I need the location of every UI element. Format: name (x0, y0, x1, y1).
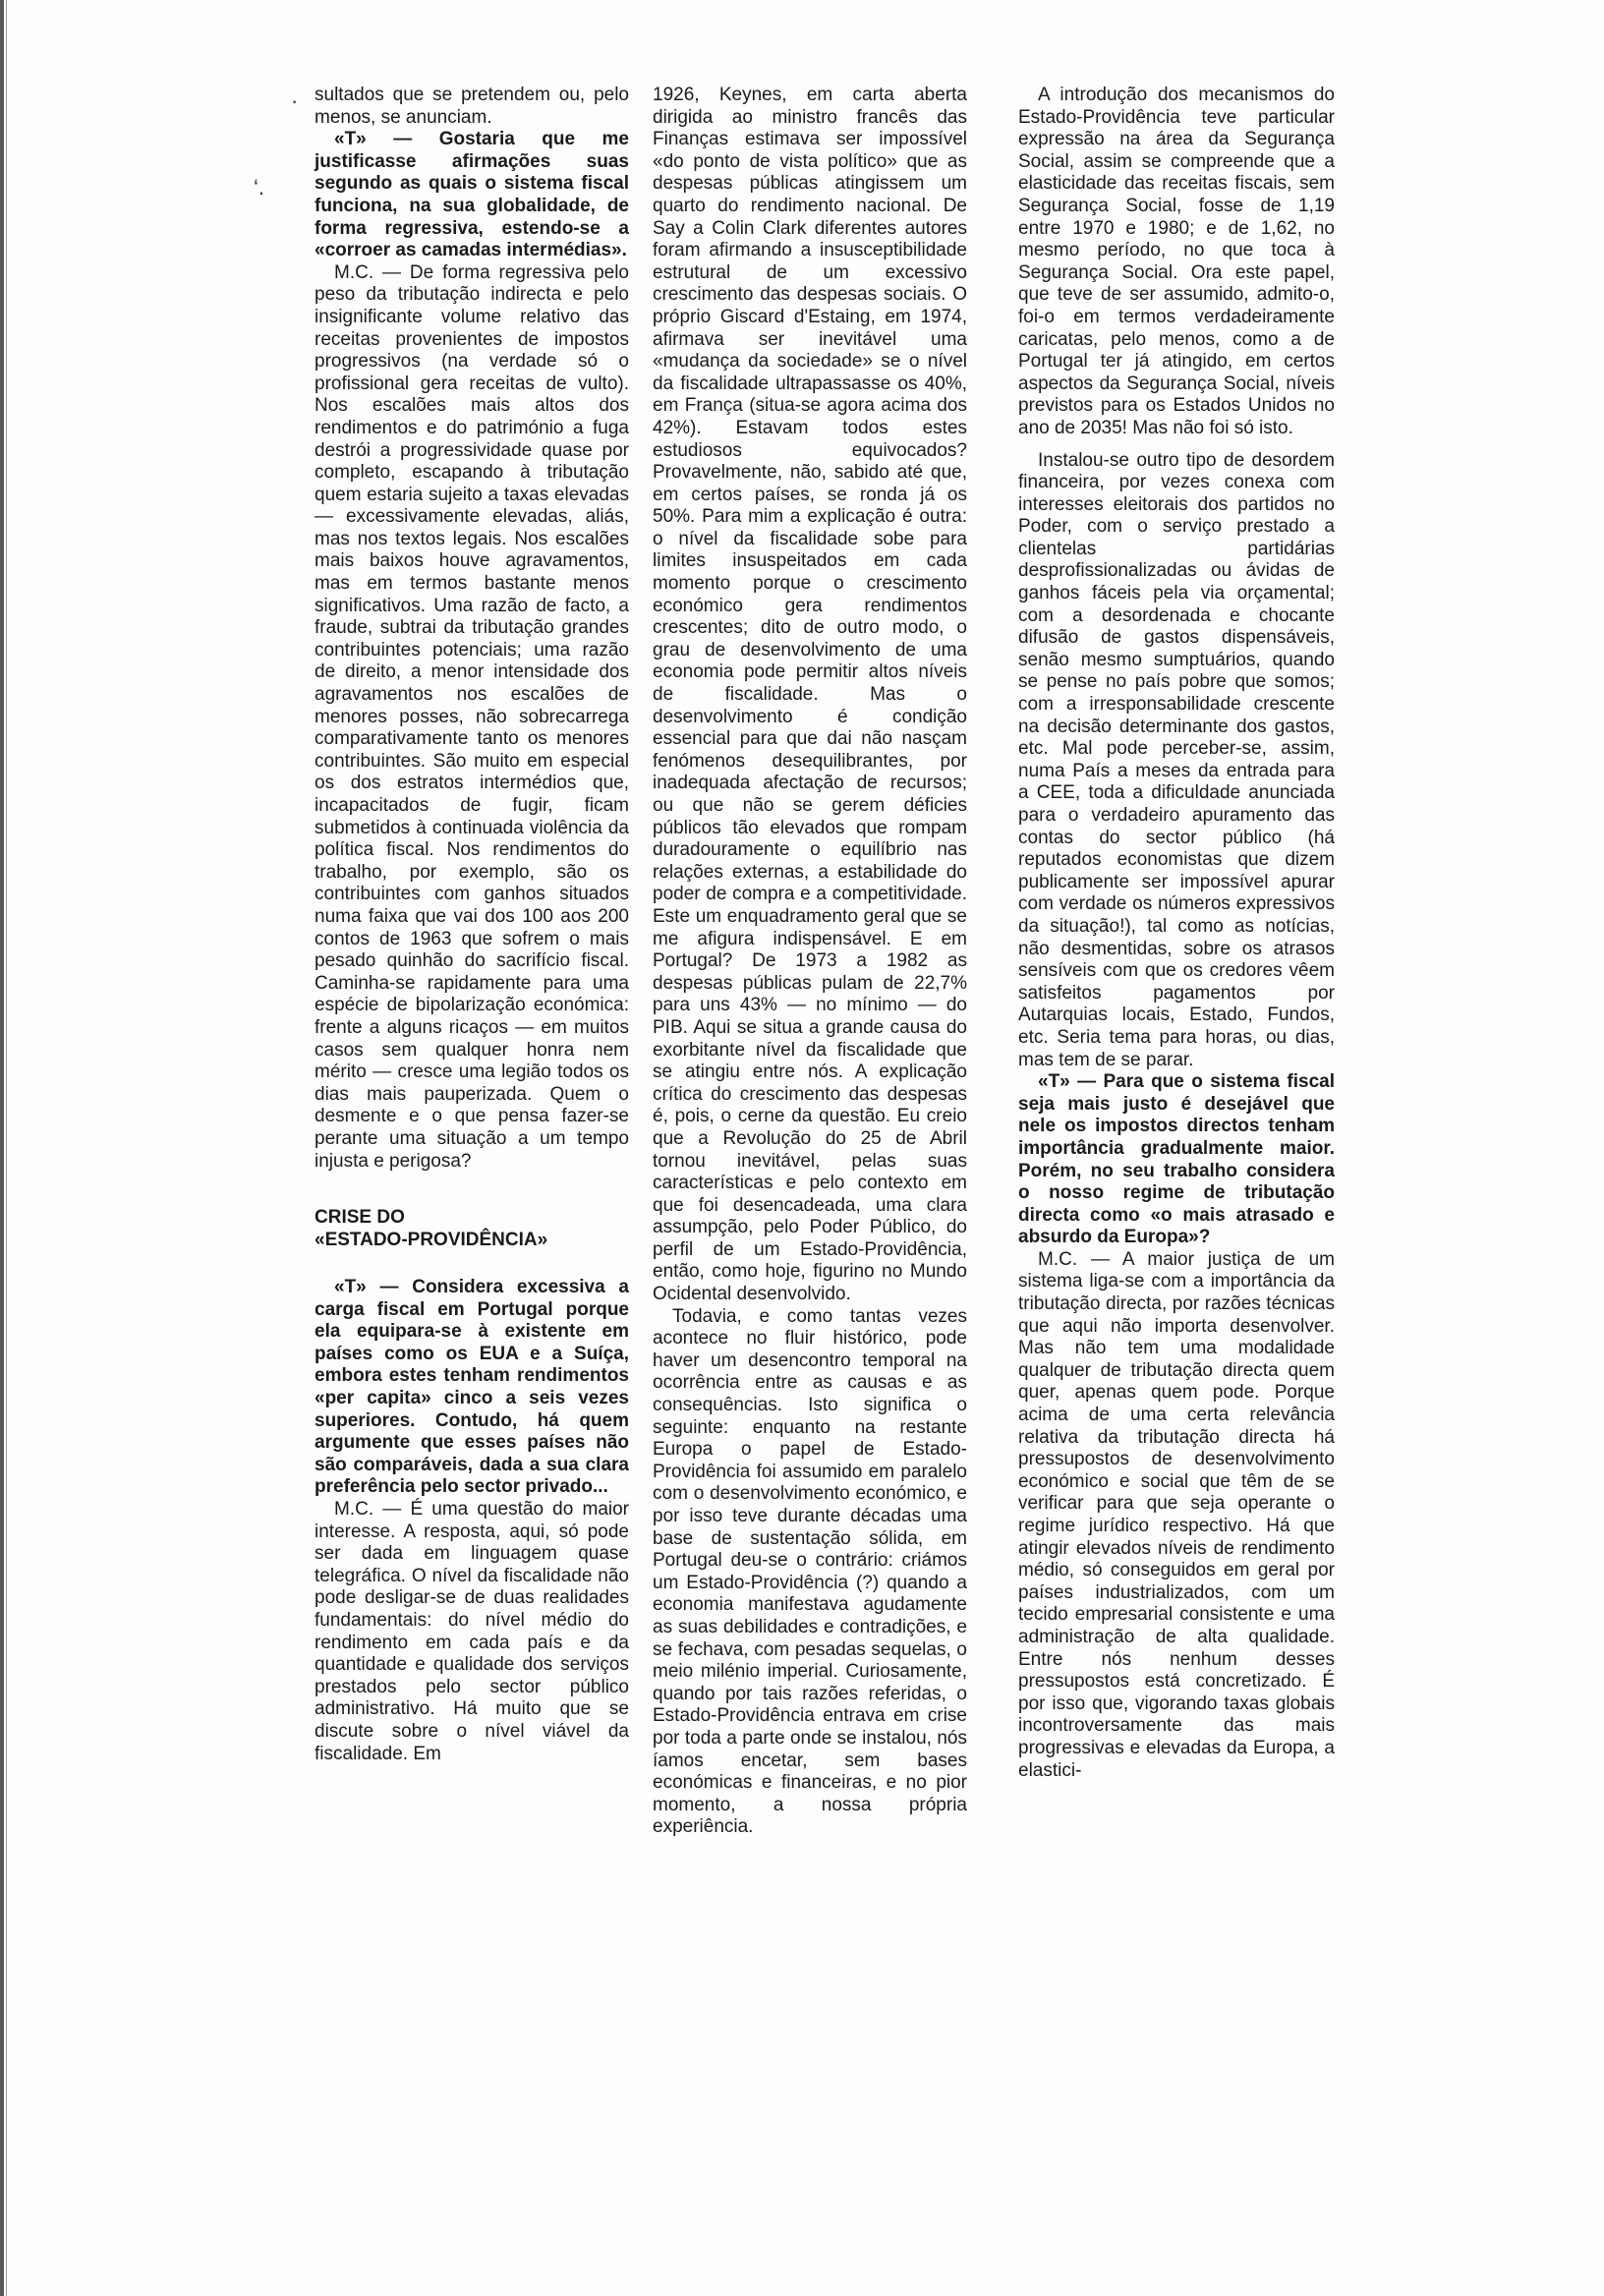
text-column-3 (1018, 85, 1335, 1782)
section-heading-line-1: CRISE DO (315, 1207, 405, 1229)
interview-question: «T» — Considera excessiva a carga fiscal em Portugal porque ela equipara-se à existente em países como os EUA e a Suíça, embora estes tenham rendimentos «per capita» cinco a seis vezes superiores. Contudo, há quem argumente que esses países não são comparáveis, dada a sua clara preferência pelo sector privado... (315, 1277, 629, 1498)
interview-answer: M.C. — É uma questão do maior interesse. A resposta, aqui, só pode ser dada em linguagem quase telegráfica. O nível da fiscalidade não pode desligar-se de duas realidades fundamentais: do nível médio do rendimento em cada país e da quantidade e qualidade dos serviços prestados pelo sector público administrativo. Há muito que se discute sobre o nível viável da fiscalidade. Em (315, 1499, 629, 1764)
section-heading (315, 1206, 629, 1251)
paragraph-gap (1018, 440, 1335, 450)
interview-answer: M.C. — A maior justiça de um sistema liga-se com a importância da tributação directa, por razões técnicas que aqui não importa desenvolver. Mas não tem uma modalidade qualquer de tributação directa quem quer, apenas quem pode. Porque acima de uma certa relevância relativa da tributação directa há pressupostos de desenvolvimento económico e social que têm de se verificar para que seja operante o regime jurídico respectivo. Há que atingir elevados níveis de rendimento médio, só conseguidos em geral por países industrializados, com um tecido empresarial consistente e uma administração de alta qualidade. Entre nós nenhum desses pressupostos está concretizado. É por isso que, vigorando taxas globais incontroversamente das mais progressivas e elevadas da Europa, a elastici- (1018, 1248, 1335, 1781)
interview-question: «T» — Gostaria que me justificasse afirmações suas segundo as quais o sistema fiscal funciona, na sua globalidade, de forma regressiva, estendo-se a «corroer as camadas intermédias». (315, 129, 629, 261)
paragraph: Todavia, e como tantas vezes acontece no fluir histórico, pode haver um desencontro temporal na ocorrência entre as causas e as consequências. Isto significa o seguinte: enquanto na restante Europa o papel de Estado-Providência foi assumido em paralelo com o desenvolvimento económico, e por isso teve durante décadas uma base de sustentação sólida, em Portugal deu-se o contrário: criámos um Estado-Providência (?) quando a economia manifestava agudamente as suas debilidades e contradições, e se fechava, com pesadas sequelas, o meio milénio imperial. Curiosamente, quando por tais razões referidas, o Estado-Providência entrava em crise por toda a parte onde se instalou, nós íamos encetar, sem bases económicas e financeiras, e no pior momento, a nossa própria experiência. (653, 1305, 967, 1838)
page-edge-rule-thin (6, 0, 7, 2296)
paragraph: Instalou-se outro tipo de desordem financeira, por vezes conexa com interesses eleitorais dos partidos no Poder, com o serviço prestado a clientelas partidárias desprofissionalizadas ou ávidas de ganhos fáceis pela via orçamental; com a desordenada e chocante difusão de gastos dispensáveis, senão mesmo sumptuários, quando se pense no país pobre que somos; com a irresponsabilidade crescente na decisão determinante dos gastos, etc. Mal pode perceber-se, assim, numa País a meses da entrada para a CEE, toda a dificuldade anunciada para o verdadeiro apuramento das contas do sector público (há reputados economistas que dizem publicamente ser impossível apurar com verdade os números expressivos da situação!), tal como as notícias, não desmentidas, sobre os atrasos sensíveis com que os credores vêem satisfeitos pagamentos por Autarquias locais, Estado, Fundos, etc. Seria tema para horas, ou dias, mas tem de se parar. (1018, 449, 1335, 1070)
interview-answer: M.C. — De forma regressiva pelo peso da tributação indirecta e pelo insignificante volume relativo das receitas provenientes de impostos progressivos (na verdade só o profissional gera receitas de vulto). Nos escalões mais altos dos rendimentos e do património a fuga destrói a progressividade quase por completo, escapando à tributação quem estaria sujeito a taxas elevadas — excessivamente elevadas, aliás, mas nos textos legais. Nos escalões mais baixos houve agravamentos, mas em termos bastante menos significativos. Uma razão de facto, a fraude, subtrai da tributação grandes contribuintes potenciais; uma razão de direito, a menor intensidade dos agravamentos nos escalões de menores posses, não sobrecarrega comparativamente tanto os menores contribuintes. São muito em especial os dos estratos intermédios que, incapacitados de fugir, ficam submetidos à continuada violência da política fiscal. Nos rendimentos do trabalho, por exemplo, são os contribuintes com ganhos situados numa faixa que vai dos 100 aos 200 contos de 1963 que sofrem o mais pesado quinhão do sacrifício fiscal. Caminha-se rapidamente para uma espécie de bipolarização económica: frente a alguns ricaços — em muitos casos sem qualquer honra nem mérito — cresce uma legião todos os dias mais pauperizada. Quem o desmente e o que pensa fazer-se perante uma situação a um tempo injusta e perigosa? (315, 261, 629, 1172)
margin-mark: · (291, 88, 299, 113)
page-edge-rule (0, 0, 4, 2296)
interview-question: «T» — Para que o sistema fiscal seja mais justo é desejável que nele os impostos directos tenham importância gradualmente maior. Porém, no seu trabalho considera o nosso regime de tributação directa como «o mais atrasado e absurdo da Europa»? (1018, 1071, 1335, 1248)
section-heading-line-2: «ESTADO-PROVIDÊNCIA» (315, 1230, 548, 1251)
margin-mark: ‘. (254, 175, 264, 200)
paragraph: A introdução dos mecanismos do Estado-Providência teve particular expressão na área da Segurança Social, assim se compreende que a elasticidade das receitas fiscais, sem Segurança Social, fosse de 1,19 entre 1970 e 1980; e de 1,62, no mesmo período, no que toca à Segurança Social. Ora este papel, que teve de ser assumido, admito-o, foi-o em termos verdadeiramente caricatas, pelo menos, como a de Portugal ter já atingido, em certos aspectos da Segurança Social, níveis previstos para os Estados Unidos no ano de 2035! Mas não foi só isto. (1018, 85, 1335, 438)
text-column-2 (653, 85, 967, 1839)
paragraph: 1926, Keynes, em carta aberta dirigida ao ministro francês das Finanças estimava ser impossível «do ponto de vista político» que as despesas públicas atingissem um quarto do rendimento nacional. De Say a Colin Clark diferentes autores foram afirmando a insusceptibilidade estrutural de um excessivo crescimento das despesas sociais. O próprio Giscard d'Estaing, em 1974, afirmava ser inevitável uma «mudança da sociedade» se o nível da fiscalidade ultrapassasse os 40%, em França (situa-se agora acima dos 42%). Estavam todos estes estudiosos equivocados? Provavelmente, não, sabido até que, em certos países, se ronda já os 50%. Para mim a explicação é outra: o nível da fiscalidade sobe para limites insuspeitados em cada momento porque o crescimento económico gera rendimentos crescentes; dito de outro modo, o grau de desenvolvimento de uma economia pode permitir altos níveis de fiscalidade. Mas o desenvolvimento é condição essencial para que dai não nasçam fenómenos desequilibrantes, por inadequada afectação de recursos; ou que não se gerem déficies públicos tão elevados que rompam duradouramente o equilíbrio nas relações externas, a estabilidade do poder de compra e a competitividade. Este um enquadramento geral que se me afigura indispensável. E em Portugal? De 1973 a 1982 as despesas públicas pulam de 22,7% para uns 43% — no mínimo — do PIB. Aqui se situa a grande causa do exorbitante nível da fiscalidade que se atingiu entre nós. A explicação crítica do crescimento das despesas é, pois, o cerne da questão. Eu creio que a Revolução do 25 de Abril tornou inevitável, pelas suas características e pelo contexto em que foi desencadeada, uma clara assumpção, pelo Poder Público, do perfil de um Estado-Providência, então, como hoje, figurino no Mundo Ocidental desenvolvido. (653, 85, 967, 1305)
text-column-1 (315, 85, 629, 1765)
paragraph: sultados que se pretendem ou, pelo menos, se anunciam. (315, 85, 629, 128)
